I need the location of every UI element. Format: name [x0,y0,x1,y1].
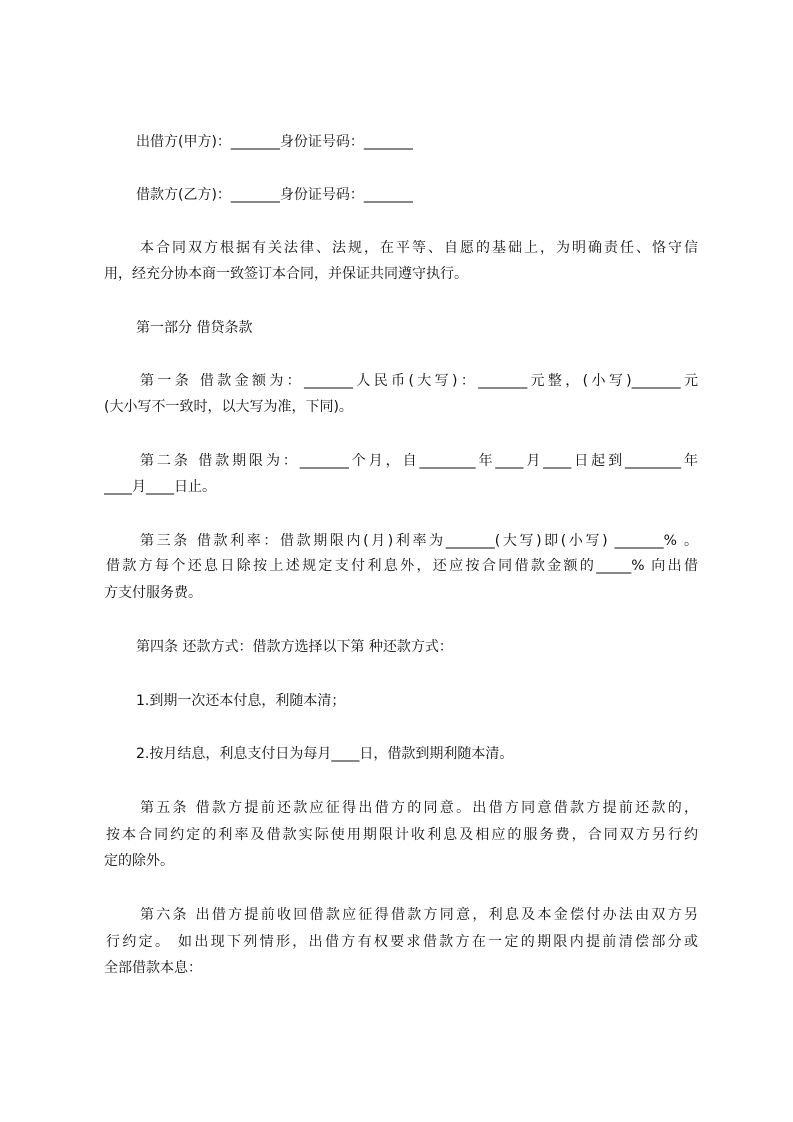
preamble-line-2: 用，经充分协本商一致签订本合同，并保证共同遵守执行。 [104,266,468,282]
article-6-line-1: 第六条 出借方提前收回借款应征得借款方同意，利息及本金偿付办法由双方另 [140,907,698,923]
article-2-line-1: 第二条 借款期限为：_______个月，自________年____月____日起到________年 [140,453,698,469]
preamble-line-1: 本合同双方根据有关法律、法规，在平等、自愿的基础上，为明确责任、恪守信 [140,240,698,256]
article-5-line-2: 按本合同约定的利率及借款实际使用期限计收利息及相应的服务费，合同双方另行约 [106,827,698,843]
article-1-line-2: (大小写不一致时，以大写为准，下同)。 [104,399,353,415]
repayment-option-1: 1.到期一次还本付息，利随本清； [136,693,346,709]
section-heading: 第一部分 借贷条款 [136,320,253,336]
article-3-line-2: 借款方每个还息日除按上述规定支付利息外，还应按合同借款金额的_____% 向出借 [106,558,698,574]
article-6-line-3: 全部借款本息： [104,960,202,976]
article-2-line-2: ____月____日止。 [104,479,216,495]
article-5-line-1: 第五条 借款方提前还款应征得出借方的同意。出借方同意借款方提前还款的， [140,800,698,816]
lender-line: 出借方(甲方)：_______身份证号码：_______ [136,134,413,150]
article-1-line-1: 第一条 借款金额为：_______人民币(大写)：_______元整，(小写)_______元 [140,373,698,389]
article-5-line-3: 定的除外。 [104,853,174,869]
borrower-line: 借款方(乙方)：_______身份证号码：_______ [136,187,413,203]
repayment-option-2: 2.按月结息，利息支付日为每月____日，借款到期利随本清。 [136,746,514,762]
article-6-line-2: 行约定。 如出现下列情形，出借方有权要求借款方在一定的期限内提前清偿部分或 [106,934,698,950]
article-3-line-3: 方支付服务费。 [104,585,202,601]
article-3-line-1: 第三条 借款利率：借款期限内(月)利率为_______(大写)即(小写) _______% 。 [140,533,698,549]
article-4-line: 第四条 还款方式：借款方选择以下第 种还款方式： [136,639,453,655]
